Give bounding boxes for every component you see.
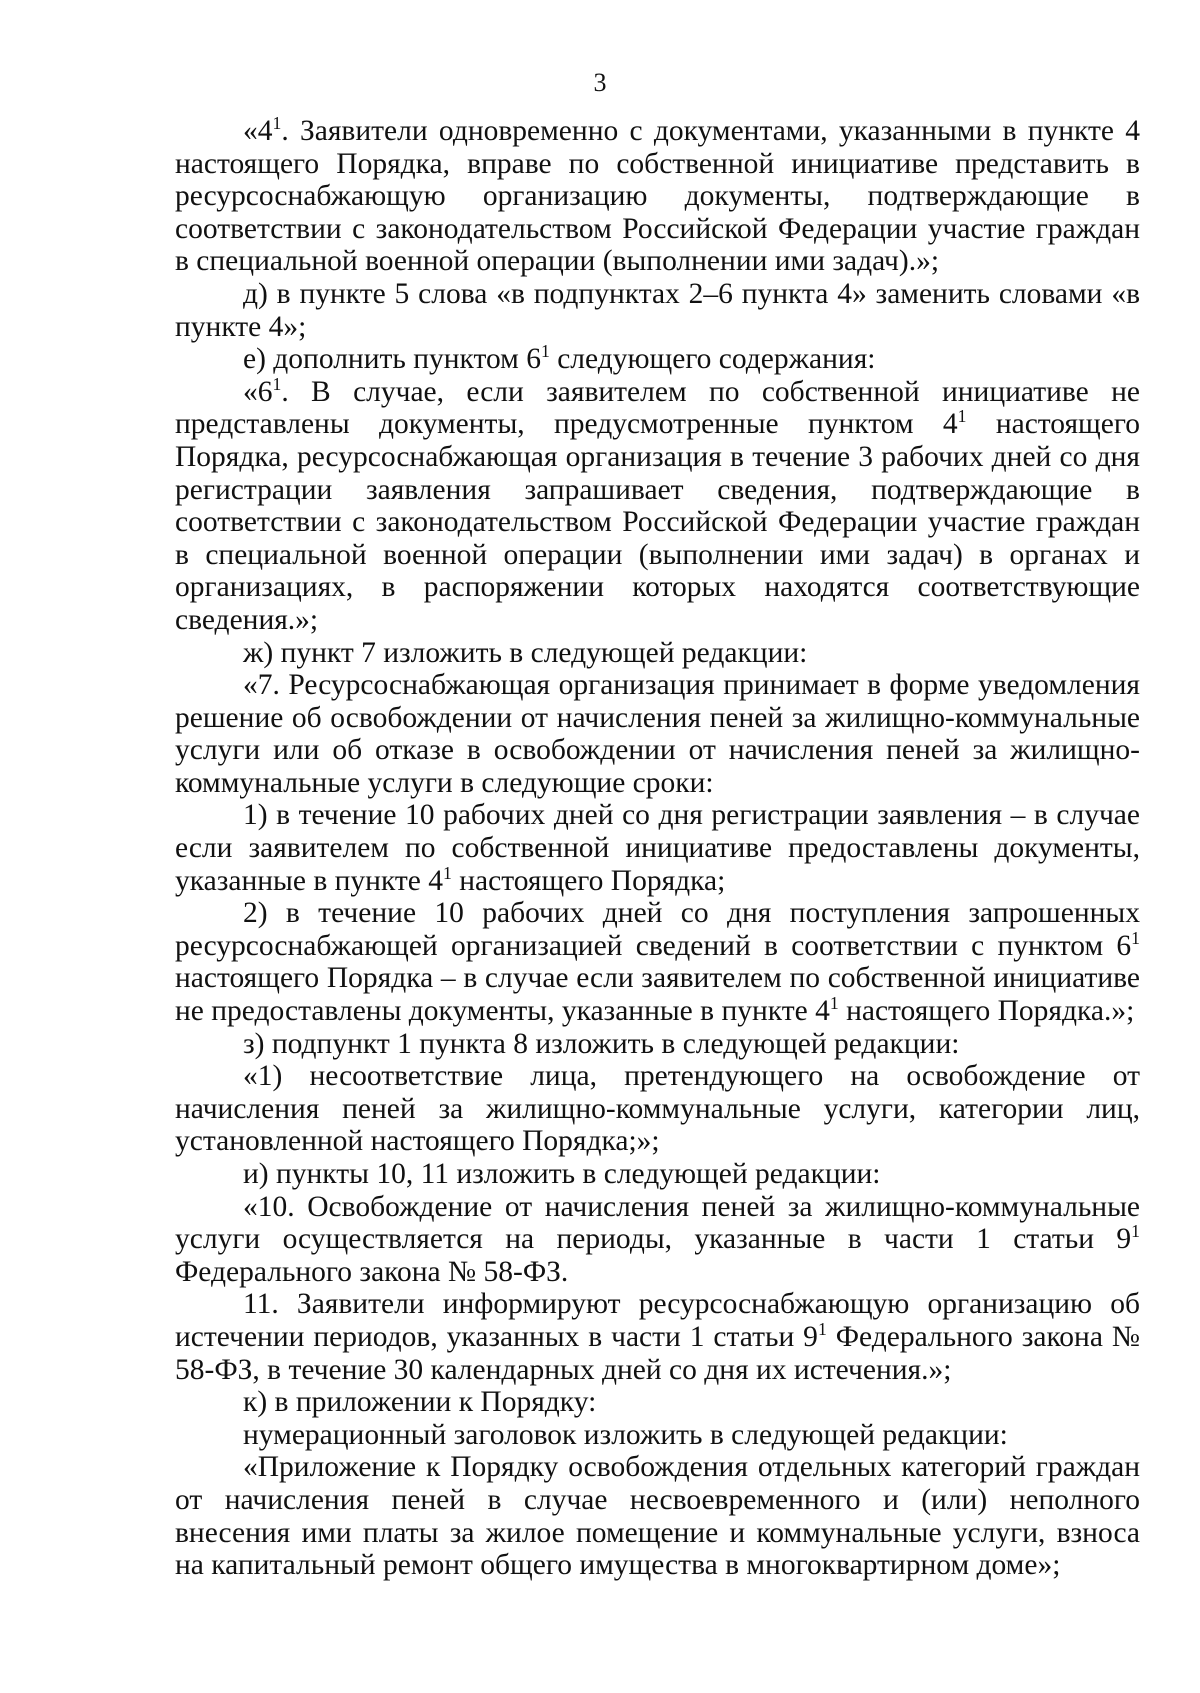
text-run: «7. Ресурсоснабжающая организация принимает в форме уведомления решение об освобождении от начисления пеней за жилищно-коммунальные услуги или об отказе в освобождении от начисления пеней за жилищно-коммунальные услуги в следующие сроки: [175, 669, 1140, 799]
paragraph-clause-7 [175, 669, 1140, 799]
text-run: «6 [243, 375, 273, 408]
text-run: . В случае, если заявителем по собственной инициативе не представлены документы, предусмотренные пунктом 4 [175, 375, 1140, 441]
text-run: «Приложение к Порядку освобождения отдельных категорий граждан от начисления пеней в случае несвоевременного и (или) неполного внесения ими платы за жилое помещение и коммунальные услуги, взноса на капитальный ремонт общего имущества в многоквартирном доме»; [175, 1451, 1140, 1582]
text-run: . Заявители одновременно с документами, указанными в пункте 4 настоящего Порядка, вправе по собственной инициативе представить в ресурсоснабжающую организацию документы, подтверждающие в соответствии с законодательством Российской Федерации участие граждан в специальной военной операции (выполнении ими задач).»; [175, 115, 1140, 278]
paragraph-heading-instruction [175, 1419, 1140, 1452]
text-run: з) подпункт 1 пункта 8 изложить в следующей редакции: [243, 1027, 960, 1060]
text-run: д) в пункте 5 слова «в подпунктах 2–6 пункта 4» заменить словами «в пункте 4»; [175, 277, 1140, 343]
paragraph-clause-7-item-2 [175, 897, 1140, 1027]
text-run: настоящего Порядка, ресурсоснабжающая организация в течение 3 рабочих дней со дня регистрации заявления запрашивает сведения, подтверждающие в соответствии с законодательством Российской Федерации участие граждан в специальной военной операции (выполнении ими задач) в органах и организациях, в распоряжении которых находятся соответствующие сведения.»; [175, 408, 1140, 636]
paragraph-subitem-zh [175, 637, 1140, 670]
superscript-index: 1 [829, 993, 839, 1014]
superscript-index: 1 [443, 862, 452, 883]
paragraph-clause-6-1 [175, 373, 1140, 637]
text-run: е) дополнить пунктом 6 [243, 343, 541, 376]
paragraph-subitem-i [175, 1158, 1140, 1191]
superscript-index: 1 [540, 341, 550, 362]
text-run: ж) пункт 7 изложить в следующей редакции: [243, 636, 808, 669]
document-body [175, 115, 1140, 1582]
text-run: следующего содержания: [549, 343, 876, 376]
paragraph-clause-4-1 [175, 115, 1140, 278]
superscript-index: 1 [1131, 1221, 1140, 1242]
paragraph-clause-10 [175, 1191, 1140, 1289]
superscript-index: 1 [1131, 928, 1140, 949]
text-run: 11. Заявители информируют ресурсоснабжающую организацию об истечении периодов, указанных в части 1 статьи 9 [175, 1288, 1140, 1353]
paragraph-clause-7-item-1 [175, 799, 1140, 897]
text-run: настоящего Порядка – в случае если заявителем по собственной инициативе не предоставлены документы, указанные в пункте 4 [175, 962, 1140, 1028]
paragraph-subitem-d [175, 278, 1140, 343]
text-run: «4 [243, 115, 273, 147]
text-run: «10. Освобождение от начисления пеней за жилищно-коммунальные услуги осуществляется на периоды, указанные в части 1 статьи 9 [175, 1190, 1140, 1256]
text-run: «1) несоответствие лица, претендующего на освобождение от начисления пеней за жилищно-коммунальные услуги, категории лиц, установленной настоящего Порядка;»; [175, 1060, 1140, 1158]
superscript-index: 1 [272, 373, 282, 394]
superscript-index: 1 [817, 1319, 827, 1340]
paragraph-subitem-k [175, 1386, 1140, 1419]
superscript-index: 1 [957, 406, 967, 427]
superscript-index: 1 [272, 113, 282, 134]
paragraph-clause-11 [175, 1288, 1140, 1386]
paragraph-clause-8-item-1 [175, 1060, 1140, 1158]
text-run: настоящего Порядка.»; [838, 995, 1135, 1028]
paragraph-subitem-z [175, 1028, 1140, 1061]
text-run: 2) в течение 10 рабочих дней со дня поступления запрошенных ресурсоснабжающей организацией сведений в соответствии с пунктом 6 [175, 897, 1140, 962]
page-number: 3 [593, 68, 607, 97]
text-run: настоящего Порядка; [451, 864, 726, 897]
text-run: и) пункты 10, 11 изложить в следующей редакции: [243, 1158, 881, 1190]
paragraph-subitem-e [175, 343, 1140, 376]
text-run: Федерального закона № 58-ФЗ, в течение 30 календарных дней со дня их истечения.»; [175, 1320, 1140, 1386]
text-run: Федерального закона № 58-ФЗ. [175, 1255, 569, 1288]
paragraph-appendix-heading [175, 1451, 1140, 1581]
text-run: нумерационный заголовок изложить в следующей редакции: [243, 1418, 1008, 1451]
text-run: к) в приложении к Порядку: [243, 1386, 597, 1419]
text-run: 1) в течение 10 рабочих дней со дня регистрации заявления – в случае если заявителем по собственной инициативе предоставлены документы, указанные в пункте 4 [175, 799, 1140, 897]
